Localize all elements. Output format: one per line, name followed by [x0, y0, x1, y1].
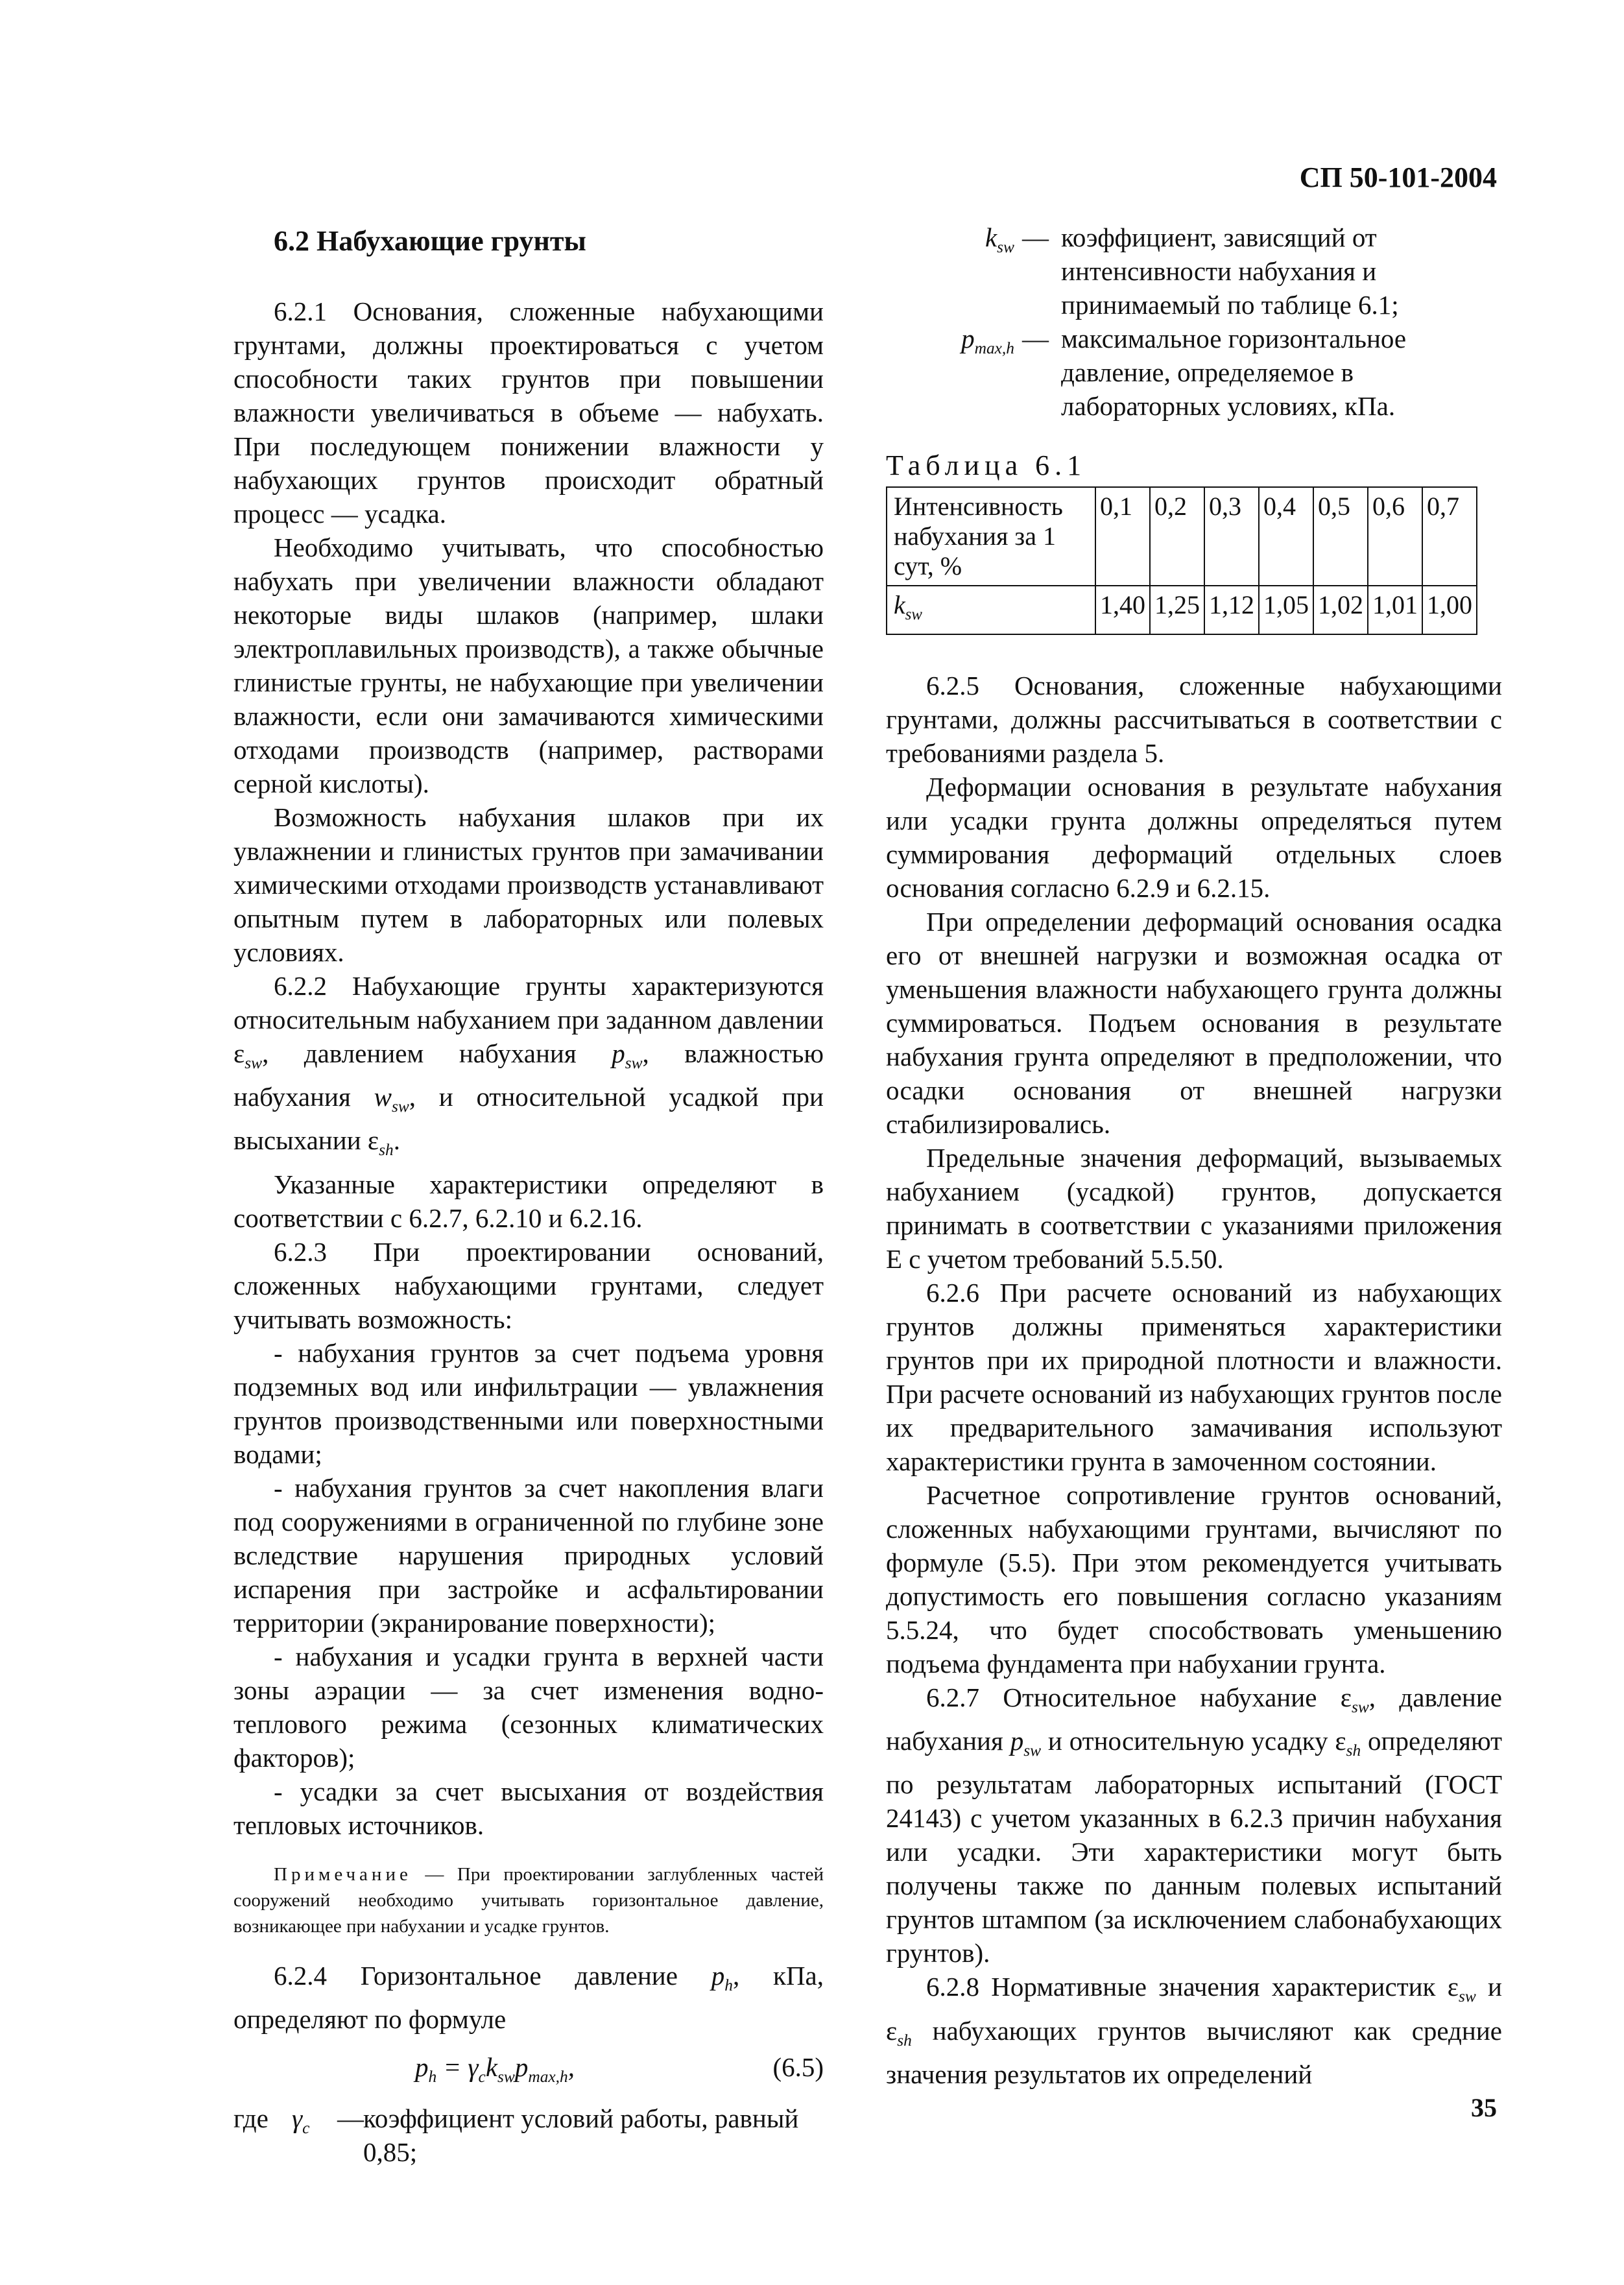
paragraph: 6.2.3 При проектировании оснований, сложенных набухающими грунтами, следует учитывать возможность: [233, 1236, 824, 1334]
definition-list [886, 221, 1502, 423]
definition-symbol: $k_{sw}$ [985, 222, 1014, 257]
table-cell: 1,01 [1368, 586, 1422, 634]
table-cell: 1,25 [1150, 586, 1204, 634]
document-code: СП 50-101-2004 [1299, 162, 1497, 193]
table-cell: 0,7 [1422, 487, 1477, 586]
paragraph: Указанные характеристики определяют в соответствии с 6.2.7, 6.2.10 и 6.2.16. [233, 1169, 824, 1233]
table-cell: 0,2 [1150, 487, 1204, 586]
paragraph: Необходимо учитывать, что способностью набухать при увеличении влажности обладают некоторые виды шлаков (например, шлаки электроплавильных производств), а также обычные глинистые грунты, не набухающие при увеличении влажности, если они замачиваются химическими отходами производств (например, растворами серной кислоты). [233, 532, 824, 798]
paragraph: 6.2.5 Основания, сложенные набухающими грунтами, должны рассчитываться в соответствии с требованиями раздела 5. [886, 671, 1502, 768]
list-item: - набухания и усадки грунта в верхней части зоны аэрации — за счет изменения водно-теплового режима (сезонных климатических факторов); [233, 1641, 824, 1773]
section-title: 6.2 Набухающие грунты [274, 225, 586, 257]
definition-dash: — [337, 2103, 364, 2133]
paragraph-6-2-2: 6.2.2 Набухающие грунты характеризуются относительным набуханием при заданном давлении $\varepsilon_{sw}$, давлением набухания $p_{sw}$, влажностью набухания $w_{sw}$, и относительной усадкой при высыхании $\varepsilon_{sh}$. [233, 971, 824, 1160]
paragraph: При определении деформаций основания осадка его от внешней нагрузки и возможная осадка от уменьшения влажности набухающего грунта должны суммироваться. Подъем основания в результате набухания грунта определяют в предположении, что осадки основания от внешней нагрузки стабилизировались. [886, 907, 1502, 1139]
table-row-header: Интенсивность набухания за 1 сут, % [887, 487, 1095, 586]
table-row [887, 487, 1477, 586]
table-cell: 1,02 [1313, 586, 1368, 634]
table-cell: 0,1 [1095, 487, 1150, 586]
definition-symbol: $p_{max,h}$ [961, 324, 1014, 358]
table-row [887, 586, 1477, 634]
definition-dash: — [1022, 324, 1049, 353]
table-cell: 0,3 [1204, 487, 1259, 586]
formula-expression: $p_h = \gamma_ck_{sw}p_{max,h}$, [415, 2052, 575, 2086]
where-word: где [233, 2103, 269, 2133]
table-cell: 1,12 [1204, 586, 1259, 634]
table-cell: 1,05 [1259, 586, 1313, 634]
paragraph: Расчетное сопротивление грунтов оснований, сложенных набухающими грунтами, вычисляют по формуле (5.5). При этом рекомендуется учитывать допустимость его повышения согласно указаниям 5.5.24, что будет способствовать уменьшению подъема фундамента при набухании грунта. [886, 1480, 1502, 1679]
paragraph: 6.2.6 При расчете оснований из набухающих грунтов должны применяться характеристики грунтов при их природной плотности и влажности. При расчете оснований из набухающих грунтов после их предварительного замачивания используют характеристики грунта в замоченном состоянии. [886, 1278, 1502, 1476]
table-cell: 1,00 [1422, 586, 1477, 634]
formula-6-5 [233, 2050, 824, 2094]
definition-symbol: $\gamma_c$ [292, 2103, 310, 2138]
paragraph: Предельные значения деформаций, вызываемых набуханием (усадкой) грунтов, допускается принимать в соответствии с указаниями приложения Е с учетом требований 5.5.50. [886, 1143, 1502, 1274]
definition-text: коэффициент, зависящий от интенсивности набухания и принимаемый по таблице 6.1; [1061, 222, 1399, 320]
right-column [886, 221, 1502, 2091]
definition-text: коэффициент условий работы, равный 0,85; [363, 2103, 799, 2167]
left-column [233, 221, 824, 2169]
paragraph-6-2-8: 6.2.8 Нормативные значения характеристик $\varepsilon_{sw}$ и $\varepsilon_{sh}$ набухающих грунтов вычисляют как средние значения результатов их определений [886, 1972, 1502, 2089]
paragraph-6-2-4: 6.2.4 Горизонтальное давление $p_h$, кПа, определяют по формуле [233, 1960, 824, 2034]
definition-text: максимальное горизонтальное давление, определяемое в лабораторных условиях, кПа. [1061, 324, 1407, 421]
definition-dash: — [1022, 222, 1049, 252]
paragraph-6-2-7: 6.2.7 Относительное набухание $\varepsilon_{sw}$, давление набухания $p_{sw}$ и относительную усадку $\varepsilon_{sh}$ определяют по результатам лабораторных испытаний (ГОСТ 24143) с учетом указанных в 6.2.3 причин набухания или усадки. Эти характеристики могут быть получены также по данным полевых испытаний грунтов штампом (за исключением слабонабухающих грунтов). [886, 1682, 1502, 1968]
table-cell: 1,40 [1095, 586, 1150, 634]
table-6-1 [886, 486, 1477, 635]
paragraph: Деформации основания в результате набухания или усадки грунта должны определяться путем суммирования деформаций отдельных слоев основания согласно 6.2.9 и 6.2.15. [886, 772, 1502, 903]
table-row-header: $k_{sw}$ [887, 586, 1095, 634]
table-cell: 0,4 [1259, 487, 1313, 586]
table-cell: 0,5 [1313, 487, 1368, 586]
page-number: 35 [1471, 2093, 1497, 2122]
paragraph: 6.2.1 Основания, сложенные набухающими грунтами, должны проектироваться с учетом способности таких грунтов при повышении влажности увеличиваться в объеме — набухать. При последующем понижении влажности у набухающих грунтов происходит обратный процесс — усадка. [233, 296, 824, 529]
note: Примечание — При проектировании заглубленных частей сооружений необходимо учитывать горизонтальное давление, возникающее при набухании и усадке грунтов. [233, 1863, 824, 1937]
list-item: - усадки за счет высыхания от воздействия тепловых источников. [233, 1776, 824, 1840]
paragraph: Возможность набухания шлаков при их увлажнении и глинистых грунтов при замачивании химическими отходами производств устанавливают опытным путем в лабораторных или полевых условиях. [233, 802, 824, 967]
table-cell: 0,6 [1368, 487, 1422, 586]
list-item: - набухания грунтов за счет подъема уровня подземных вод или инфильтрации — увлажнения грунтов производственными или поверхностными водами; [233, 1337, 824, 1469]
table-caption: Таблица 6.1 [886, 449, 1087, 481]
list-item: - набухания грунтов за счет накопления влаги под сооружениями в ограниченной по глубине зоне вследствие нарушения природных условий испарения при застройке и асфальтировании территории (экранирование поверхности); [233, 1472, 824, 1638]
formula-number: (6.5) [772, 2052, 824, 2082]
definition-gamma-c [233, 2101, 824, 2169]
